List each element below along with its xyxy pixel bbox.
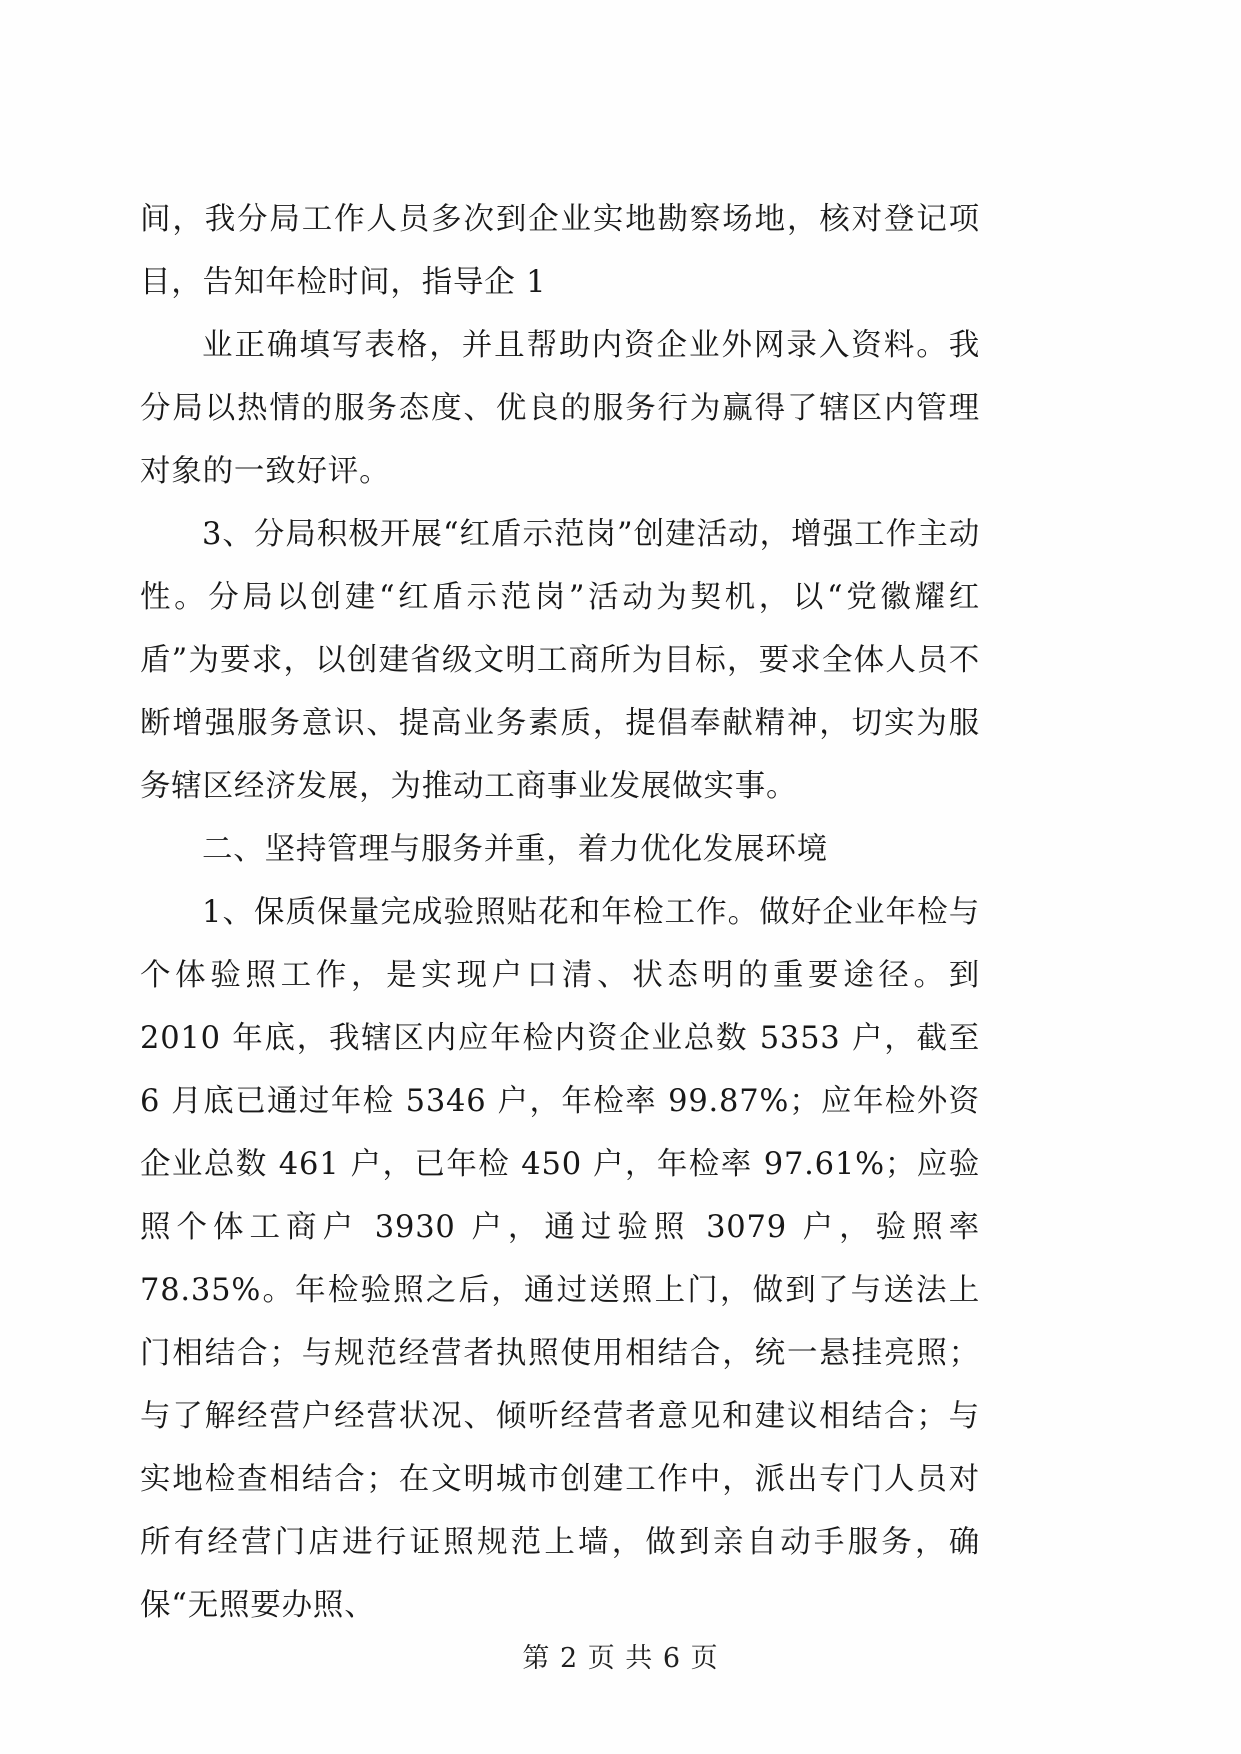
paragraph: 二、坚持管理与服务并重，着力优化发展环境 <box>202 832 828 867</box>
page-footer: 第 2 页 共 6 页 <box>522 1643 719 1674</box>
paragraph: 3、分局积极开展“红盾示范岗”创建活动，增强工作主动性。分局以创建“红盾示范岗”活动为契机，以“党徽耀红盾”为要求，以创建省级文明工商所为目标，要求全体人员不断增强服务意识、提高业务素质，提倡奉献精神，切实为服务辖区经济发展，为推动工商事业发展做实事。 <box>140 517 980 804</box>
document-body <box>140 188 980 1637</box>
paragraph: 1、保质保量完成验照贴花和年检工作。做好企业年检与个体验照工作，是实现户口清、状态明的重要途径。到 2010 年底，我辖区内应年检内资企业总数 5353 户，截至 6 月底已通过年检 5346 户，年检率 99.87%；应年检外资企业总数 461 户，已年检 450 户，年检率 97.61%；应验照个体工商户 3930 户，通过验照 3079 户，验照率 78.35%。年检验照之后，通过送照上门，做到了与送法上门相结合；与规范经营者执照使用相结合，统一悬挂亮照；与了解经营户经营状况、倾听经营者意见和建议相结合；与实地检查相结合；在文明城市创建工作中，派出专门人员对所有经营门店进行证照规范上墙，做到亲自动手服务，确保“无照要办照、 <box>140 895 980 1623</box>
paragraph: 间，我分局工作人员多次到企业实地勘察场地，核对登记项目，告知年检时间，指导企 1 <box>140 202 980 300</box>
paragraph: 业正确填写表格，并且帮助内资企业外网录入资料。我分局以热情的服务态度、优良的服务行为赢得了辖区内管理对象的一致好评。 <box>140 328 980 489</box>
